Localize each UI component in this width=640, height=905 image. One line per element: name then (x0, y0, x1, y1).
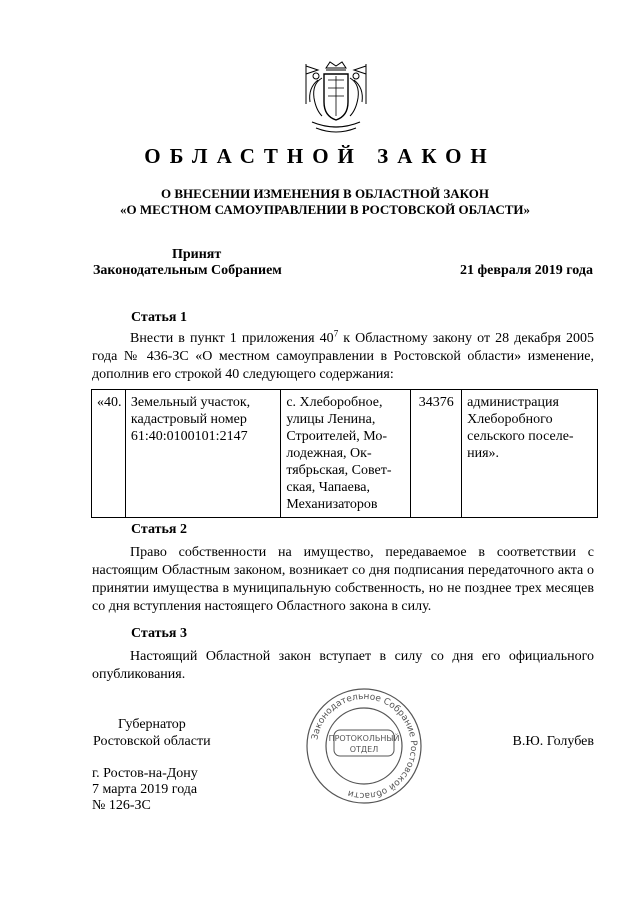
cell-line: Строителей, Мо- (286, 429, 388, 444)
cell-line: сельского поселе- (467, 429, 574, 444)
cell-line: Хлеборобного (467, 412, 553, 427)
cell-line: Механизаторов (286, 497, 378, 512)
object-cell (125, 390, 280, 518)
article-3-heading: Статья 3 (131, 626, 187, 641)
official-stamp-icon (304, 686, 424, 806)
cell-line: лодежная, Ок- (286, 446, 372, 461)
table-row (92, 390, 598, 518)
signatory-region: Ростовской области (93, 734, 211, 749)
article-2-text: Право собственности на имущество, передаваемое в соответствии с настоящим Областным законом, возникает со дня подписания передаточного акта о принятии имущества в муниципальную собственность, но не позднее трех месяцев со дня вступления настоящего Областного закона в силу. (92, 545, 594, 614)
subtitle-line: О ВНЕСЕНИИ ИЗМЕНЕНИЯ В ОБЛАСТНОЙ ЗАКОН (161, 186, 489, 201)
cell-line: 61:40:0100101:2147 (130, 429, 248, 444)
cell-line: Земельный участок, (130, 395, 251, 410)
document-subtitle (90, 186, 560, 218)
article-3-text: Настоящий Областной закон вступает в силу со дня его официального опубликования. (92, 649, 594, 682)
article-2-heading: Статья 2 (131, 522, 187, 537)
superscript: 7 (333, 328, 339, 339)
cell-line: тябрьская, Совет- (286, 463, 392, 478)
article-1-text (92, 330, 594, 384)
address-cell (281, 390, 411, 518)
stamp-center-text: ОТДЕЛ (349, 745, 379, 754)
insert-table (91, 389, 598, 518)
row-number-cell: «40. (92, 390, 126, 518)
signatory-name: В.Ю. Голубев (512, 734, 594, 749)
adopted-label: Принят (172, 247, 222, 262)
cell-line: кадастровый номер (130, 412, 247, 427)
place-date: 7 марта 2019 года (92, 782, 198, 797)
place-city: г. Ростов-на-Дону (92, 766, 198, 781)
recipient-cell (462, 390, 598, 518)
cell-line: с. Хлеборобное, (286, 395, 383, 410)
coat-of-arms-icon (300, 58, 372, 138)
article-1-text-part: Внести в пункт 1 приложения 40 (130, 331, 334, 346)
subtitle-line: «О МЕСТНОМ САМОУПРАВЛЕНИИ В РОСТОВСКОЙ ОБЛАСТИ» (120, 202, 530, 217)
stamp-center-text: ПРОТОКОЛЬНЫЙ (328, 734, 400, 743)
cell-line: администрация (467, 395, 559, 410)
cell-line: улицы Ленина, (286, 412, 376, 427)
adopted-date: 21 февраля 2019 года (460, 263, 593, 278)
signatory-title: Губернатор (118, 717, 186, 732)
article-1-heading: Статья 1 (131, 310, 187, 325)
article-1-text-part: к Областному закону от 28 декабря 2005 года № 436-ЗС «О местном самоуправлении в Ростовской области» изменение, дополнив его строкой 40 следующего содержания: (92, 331, 594, 382)
adopted-by: Законодательным Собранием (93, 263, 282, 278)
document-title: ОБЛАСТНОЙ ЗАКОН (144, 144, 496, 168)
area-cell: 34376 (411, 390, 462, 518)
law-number: № 126-ЗС (92, 798, 151, 813)
cell-line: ния». (467, 446, 500, 461)
cell-line: ская, Чапаева, (286, 480, 370, 495)
stamp-ring-text: Законодательное Собрание Ростовской области (310, 691, 419, 801)
